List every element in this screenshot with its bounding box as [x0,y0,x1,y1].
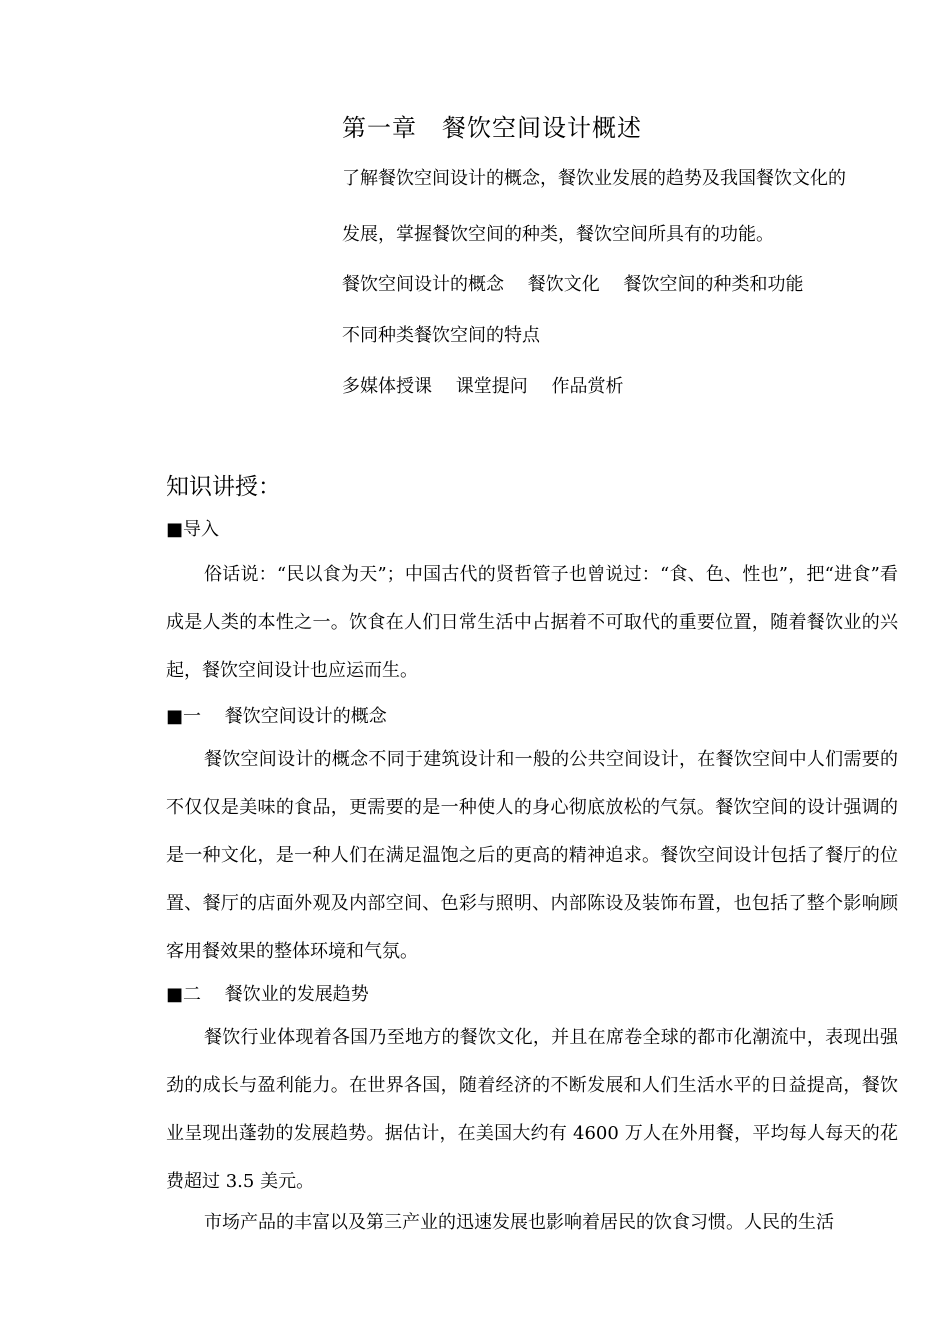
paragraph-trend-1: 餐饮行业体现着各国乃至地方的餐饮文化，并且在席卷全球的都市化潮流中，表现出强劲的成长与盈利能力。在世界各国，随着经济的不断发展和人们生活水平的日益提高，餐饮业呈现出蓬勃的发展趋势。据估计，在美国大约有 4600 万人在外用餐，平均每人每天的花费超过 3.5 美元。 [166,1027,898,1192]
objective-line-2: 发展，掌握餐饮空间的种类，餐饮空间所具有的功能。 [342,224,774,245]
difficulty-points: 不同种类餐饮空间的特点 [342,325,540,346]
section-heading-concept: ■一 餐饮空间设计的概念 [166,706,387,727]
section-heading-trend: ■二 餐饮业的发展趋势 [166,984,369,1005]
key-points: 餐饮空间设计的概念 餐饮文化 餐饮空间的种类和功能 [342,274,804,295]
knowledge-heading: 知识讲授： [166,474,281,500]
paragraph-concept: 餐饮空间设计的概念不同于建筑设计和一般的公共空间设计，在餐饮空间中人们需要的不仅仅是美味的食品，更需要的是一种使人的身心彻底放松的气氛。餐饮空间的设计强调的是一种文化，是一种人们在满足温饱之后的更高的精神追求。餐饮空间设计包括了餐厅的位置、餐厅的店面外观及内部空间、色彩与照明、内部陈设及装饰布置，也包括了整个影响顾客用餐效果的整体环境和气氛。 [166,749,898,962]
chapter-title: 第一章 餐饮空间设计概述 [342,114,642,142]
section-heading-intro: ■导入 [166,519,220,540]
teaching-methods: 多媒体授课 课堂提问 作品赏析 [342,376,624,397]
objective-line-1: 了解餐饮空间设计的概念，餐饮业发展的趋势及我国餐饮文化的 [342,168,846,189]
paragraph-trend-2: 市场产品的丰富以及第三产业的迅速发展也影响着居民的饮食习惯。人民的生活 [204,1212,834,1233]
paragraph-intro: 俗话说：“民以食为天”；中国古代的贤哲管子也曾说过：“食、色、性也”，把“进食”看成是人类的本性之一。饮食在人们日常生活中占据着不可取代的重要位置，随着餐饮业的兴起，餐饮空间设计也应运而生。 [166,564,898,681]
